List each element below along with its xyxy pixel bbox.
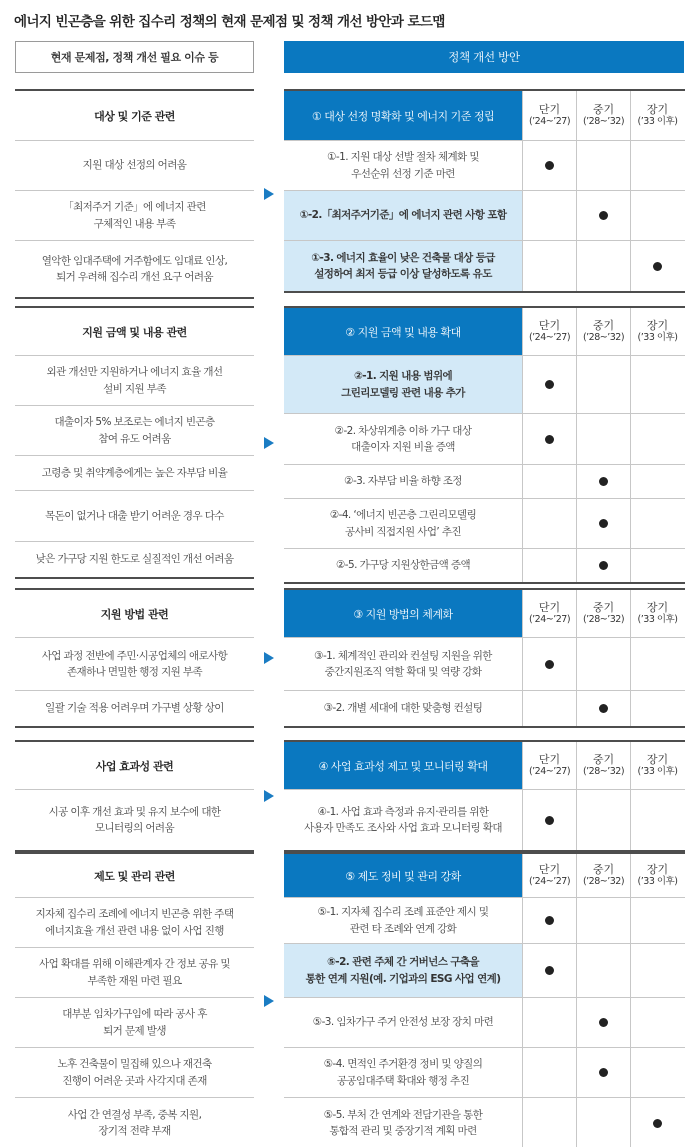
issue-item: 사업 간 연결성 부족, 중복 지원, 장기적 전략 부재 [67, 1108, 202, 1137]
period-name: 중기 [592, 102, 615, 116]
period-name: 장기 [646, 600, 669, 614]
timeline-dot-icon [599, 1068, 608, 1077]
policy-item: ②-4. ‘에너지 빈곤층 그린리모델링 공사비 직접지원 사업’ 추진 [329, 509, 477, 538]
period-header [522, 590, 576, 637]
period-cell [630, 1048, 684, 1097]
policy-item: ①-1. 지원 대상 선발 절차 체계화 및 우선순위 선정 기준 마련 [327, 151, 479, 180]
period-cell [630, 414, 684, 464]
policy-item: ②-2. 차상위계층 이하 가구 대상 대출이자 지원 비율 증액 [334, 424, 472, 453]
policy-header-row [284, 854, 685, 898]
timeline-dot-icon [545, 660, 554, 669]
policy-item: ⑤-1. 지자체 집수리 조례 표준안 제시 및 관련 타 조례와 연계 강화 [317, 906, 489, 935]
period-range: (’24~’27) [528, 116, 571, 128]
policy-item: ①-3. 에너지 효율이 낮은 건축물 대상 등급 설정하여 최저 등급 이상 달성하도록 유도 [284, 241, 522, 291]
issues-column [15, 89, 254, 299]
timeline-dot-icon [545, 966, 554, 975]
period-name: 중기 [592, 600, 615, 614]
policy-row [284, 944, 685, 998]
period-cell [576, 790, 630, 850]
period-range: (’33 이후) [637, 766, 678, 778]
policy-header-row [284, 590, 685, 638]
period-range: (’28~’32) [582, 766, 625, 778]
period-cell [522, 1048, 576, 1097]
period-range: (’33 이후) [637, 614, 678, 626]
arrow-right-icon [264, 995, 274, 1007]
period-cell [630, 1098, 684, 1147]
period-cell [576, 1098, 630, 1147]
issue-item: 사업 과정 전반에 주민·시공업체의 애로사항 존재하나 면밀한 행정 지원 부족 [15, 638, 254, 691]
policy-item: ⑤-3. 임차가구 주거 안전성 보장 장치 마련 [312, 1016, 494, 1029]
period-cell [576, 944, 630, 997]
issue-item: 목돈이 없거나 대출 받기 어려운 경우 다수 [15, 491, 254, 542]
policy-row [284, 638, 685, 691]
period-cell [630, 549, 684, 582]
policy-row [284, 141, 685, 191]
period-cell [522, 414, 576, 464]
arrow-right-icon [264, 437, 274, 449]
issue-item: 노후 건축물이 밀집해 있으나 재건축 진행이 어려운 곳과 사각지대 존재 [15, 1048, 254, 1098]
issue-item: 낮은 가구당 지원 한도로 실질적인 개선 어려움 [35, 553, 234, 566]
period-cell [630, 191, 684, 240]
period-range: (’24~’27) [528, 614, 571, 626]
period-header [576, 308, 630, 355]
issues-category-title: 지원 금액 및 내용 관련 [15, 308, 254, 356]
policy-column [284, 306, 685, 584]
policy-item: ⑤-5. 부처 간 연계와 전담기관을 통한 통합적 관리 및 중장기적 계획 마련 [323, 1108, 483, 1137]
policy-row [284, 691, 685, 726]
period-name: 중기 [592, 318, 615, 332]
period-name: 중기 [592, 862, 615, 876]
policy-row [284, 549, 685, 582]
policy-group-title: ② 지원 금액 및 내용 확대 [284, 308, 522, 355]
period-name: 장기 [646, 318, 669, 332]
period-cell [630, 898, 684, 943]
period-cell [630, 465, 684, 498]
period-cell [576, 241, 630, 291]
issue-item: 외관 개선만 지원하거나 에너지 효율 개선 설비 지원 부족 [15, 356, 254, 406]
period-header [630, 91, 684, 140]
period-cell [522, 898, 576, 943]
period-cell [522, 241, 576, 291]
period-header [522, 91, 576, 140]
period-range: (’28~’32) [582, 332, 625, 344]
period-cell [576, 465, 630, 498]
period-cell [522, 141, 576, 190]
policy-row [284, 465, 685, 499]
period-range: (’33 이후) [637, 116, 678, 128]
policy-item: ②-3. 자부담 비율 하향 조정 [344, 475, 462, 488]
period-header [630, 854, 684, 897]
policy-row [284, 191, 685, 241]
policy-row [284, 499, 685, 549]
issues-column [15, 306, 254, 579]
policy-header-row [284, 742, 685, 790]
policy-section [15, 588, 685, 728]
period-header [630, 590, 684, 637]
policy-section [15, 306, 685, 579]
issues-category-title: 지원 방법 관련 [15, 590, 254, 638]
policy-column [284, 89, 685, 293]
period-header [576, 91, 630, 140]
period-name: 중기 [592, 752, 615, 766]
policy-column [284, 852, 685, 1147]
policy-item: ④-1. 사업 효과 측정과 유지·관리를 위한 사용자 만족도 조사와 사업 효과 모니터링 확대 [304, 805, 502, 834]
timeline-dot-icon [653, 262, 662, 271]
period-cell [630, 638, 684, 690]
timeline-dot-icon [599, 519, 608, 528]
policy-group-title: ④ 사업 효과성 제고 및 모니터링 확대 [284, 742, 522, 789]
period-cell [630, 499, 684, 548]
period-name: 단기 [538, 862, 561, 876]
timeline-dot-icon [545, 916, 554, 925]
period-range: (’24~’27) [528, 876, 571, 888]
timeline-dot-icon [599, 477, 608, 486]
policy-column [284, 740, 685, 852]
policy-item: ⑤-4. 면적인 주거환경 정비 및 양질의 공공임대주택 확대와 행정 추진 [323, 1058, 483, 1087]
issue-item: 지원 대상 선정의 어려움 [15, 141, 254, 191]
issues-category-title: 제도 및 관리 관련 [15, 854, 254, 898]
period-cell [630, 691, 684, 726]
period-cell [630, 790, 684, 850]
period-name: 단기 [538, 752, 561, 766]
period-header [630, 308, 684, 355]
period-cell [630, 141, 684, 190]
policy-row [284, 998, 685, 1048]
issue-item: 대부분 임차가구임에 따라 공사 후 퇴거 문제 발생 [15, 998, 254, 1048]
period-cell [522, 691, 576, 726]
timeline-dot-icon [545, 435, 554, 444]
policy-header-row [284, 308, 685, 356]
timeline-dot-icon [545, 380, 554, 389]
timeline-dot-icon [653, 1119, 662, 1128]
policy-item: ②-5. 가구당 지원상한금액 증액 [335, 559, 470, 572]
policy-item: ③-1. 체계적인 관리와 컨설팅 지원을 위한 중간지원조직 역할 확대 및 역량 강화 [314, 649, 492, 678]
period-name: 단기 [538, 318, 561, 332]
period-header [576, 854, 630, 897]
timeline-dot-icon [545, 816, 554, 825]
issue-item: 사업 확대를 위해 이해관계자 간 정보 공유 및 부족한 재원 마련 필요 [15, 948, 254, 998]
policy-item: ⑤-2. 관련 주체 간 거버넌스 구축을 통한 연계 지원(예. 기업과의 ESG 사업 연계) [284, 944, 522, 997]
period-name: 단기 [538, 600, 561, 614]
policy-group-title: ⑤ 제도 정비 및 관리 강화 [284, 854, 522, 897]
period-cell [630, 241, 684, 291]
issues-category-title: 사업 효과성 관련 [15, 742, 254, 790]
policy-group-title: ① 대상 선정 명확화 및 에너지 기준 정립 [284, 91, 522, 140]
period-cell [522, 790, 576, 850]
policy-header-row [284, 91, 685, 141]
timeline-dot-icon [545, 161, 554, 170]
period-cell [576, 356, 630, 413]
policy-section [15, 852, 685, 1147]
period-name: 장기 [646, 752, 669, 766]
period-cell [522, 1098, 576, 1147]
period-header [630, 742, 684, 789]
arrow-right-icon [264, 790, 274, 802]
issue-item: 일괄 기술 적용 어려우며 가구별 상황 상이 [45, 702, 224, 715]
period-header [522, 308, 576, 355]
issue-item: 대출이자 5% 보조로는 에너지 빈곤층 참여 유도 어려움 [15, 406, 254, 456]
policy-item: ②-1. 지원 내용 범위에 그린리모델링 관련 내용 추가 [284, 356, 522, 413]
policy-row [284, 790, 685, 850]
period-cell [576, 1048, 630, 1097]
period-cell [630, 944, 684, 997]
policy-row [284, 898, 685, 944]
period-range: (’33 이후) [637, 876, 678, 888]
arrow-right-icon [264, 188, 274, 200]
issue-item: 시공 이후 개선 효과 및 유지 보수에 대한 모니터링의 어려움 [48, 805, 221, 834]
policy-row [284, 241, 685, 291]
arrow-right-icon [264, 652, 274, 664]
period-cell [576, 499, 630, 548]
period-header [522, 742, 576, 789]
issues-category-title: 대상 및 기준 관련 [15, 91, 254, 141]
policy-section [15, 89, 685, 299]
policy-item: ③-2. 개별 세대에 대한 맞춤형 컨설팅 [323, 702, 483, 715]
period-cell [522, 944, 576, 997]
period-name: 단기 [538, 102, 561, 116]
period-range: (’28~’32) [582, 614, 625, 626]
period-range: (’28~’32) [582, 116, 625, 128]
period-cell [576, 998, 630, 1047]
period-cell [576, 691, 630, 726]
period-cell [522, 499, 576, 548]
policy-group-title: ③ 지원 방법의 체계화 [284, 590, 522, 637]
period-cell [522, 998, 576, 1047]
issue-item: 「최저주거 기준」에 에너지 관련 구체적인 내용 부족 [15, 191, 254, 241]
period-cell [576, 414, 630, 464]
period-range: (’24~’27) [528, 766, 571, 778]
issues-column [15, 852, 254, 1147]
period-cell [522, 638, 576, 690]
policy-row [284, 356, 685, 414]
period-name: 장기 [646, 102, 669, 116]
policy-row [284, 1098, 685, 1147]
period-header [576, 742, 630, 789]
policy-improvement-header: 정책 개선 방안 [284, 41, 684, 73]
issues-column [15, 740, 254, 852]
period-cell [522, 191, 576, 240]
period-range: (’28~’32) [582, 876, 625, 888]
policy-item: ①-2.「최저주거기준」에 에너지 관련 사항 포함 [284, 191, 522, 240]
period-range: (’33 이후) [637, 332, 678, 344]
period-cell [576, 638, 630, 690]
issue-item: 열악한 임대주택에 거주함에도 임대료 인상, 퇴거 우려해 집수리 개선 요구 어려움 [41, 254, 228, 283]
period-cell [522, 465, 576, 498]
period-cell [576, 141, 630, 190]
period-range: (’24~’27) [528, 332, 571, 344]
period-cell [576, 191, 630, 240]
current-issues-header: 현재 문제점, 정책 개선 필요 이슈 등 [15, 41, 254, 73]
timeline-dot-icon [599, 211, 608, 220]
period-cell [630, 998, 684, 1047]
period-cell [630, 356, 684, 413]
policy-section [15, 740, 685, 852]
period-header [522, 854, 576, 897]
policy-row [284, 1048, 685, 1098]
issues-column [15, 588, 254, 728]
timeline-dot-icon [599, 561, 608, 570]
period-cell [576, 549, 630, 582]
period-name: 장기 [646, 862, 669, 876]
period-cell [522, 356, 576, 413]
timeline-dot-icon [599, 1018, 608, 1027]
issue-item: 고령층 및 취약계층에게는 높은 자부담 비율 [15, 456, 254, 491]
issue-item: 지자체 집수리 조례에 에너지 빈곤층 위한 주택 에너지효율 개선 관련 내용 없이 사업 진행 [15, 898, 254, 948]
policy-column [284, 588, 685, 728]
period-cell [522, 549, 576, 582]
policy-row [284, 414, 685, 465]
page-title: 에너지 빈곤층을 위한 집수리 정책의 현재 문제점 및 정책 개선 방안과 로드맵 [14, 14, 445, 30]
period-header [576, 590, 630, 637]
timeline-dot-icon [599, 704, 608, 713]
period-cell [576, 898, 630, 943]
